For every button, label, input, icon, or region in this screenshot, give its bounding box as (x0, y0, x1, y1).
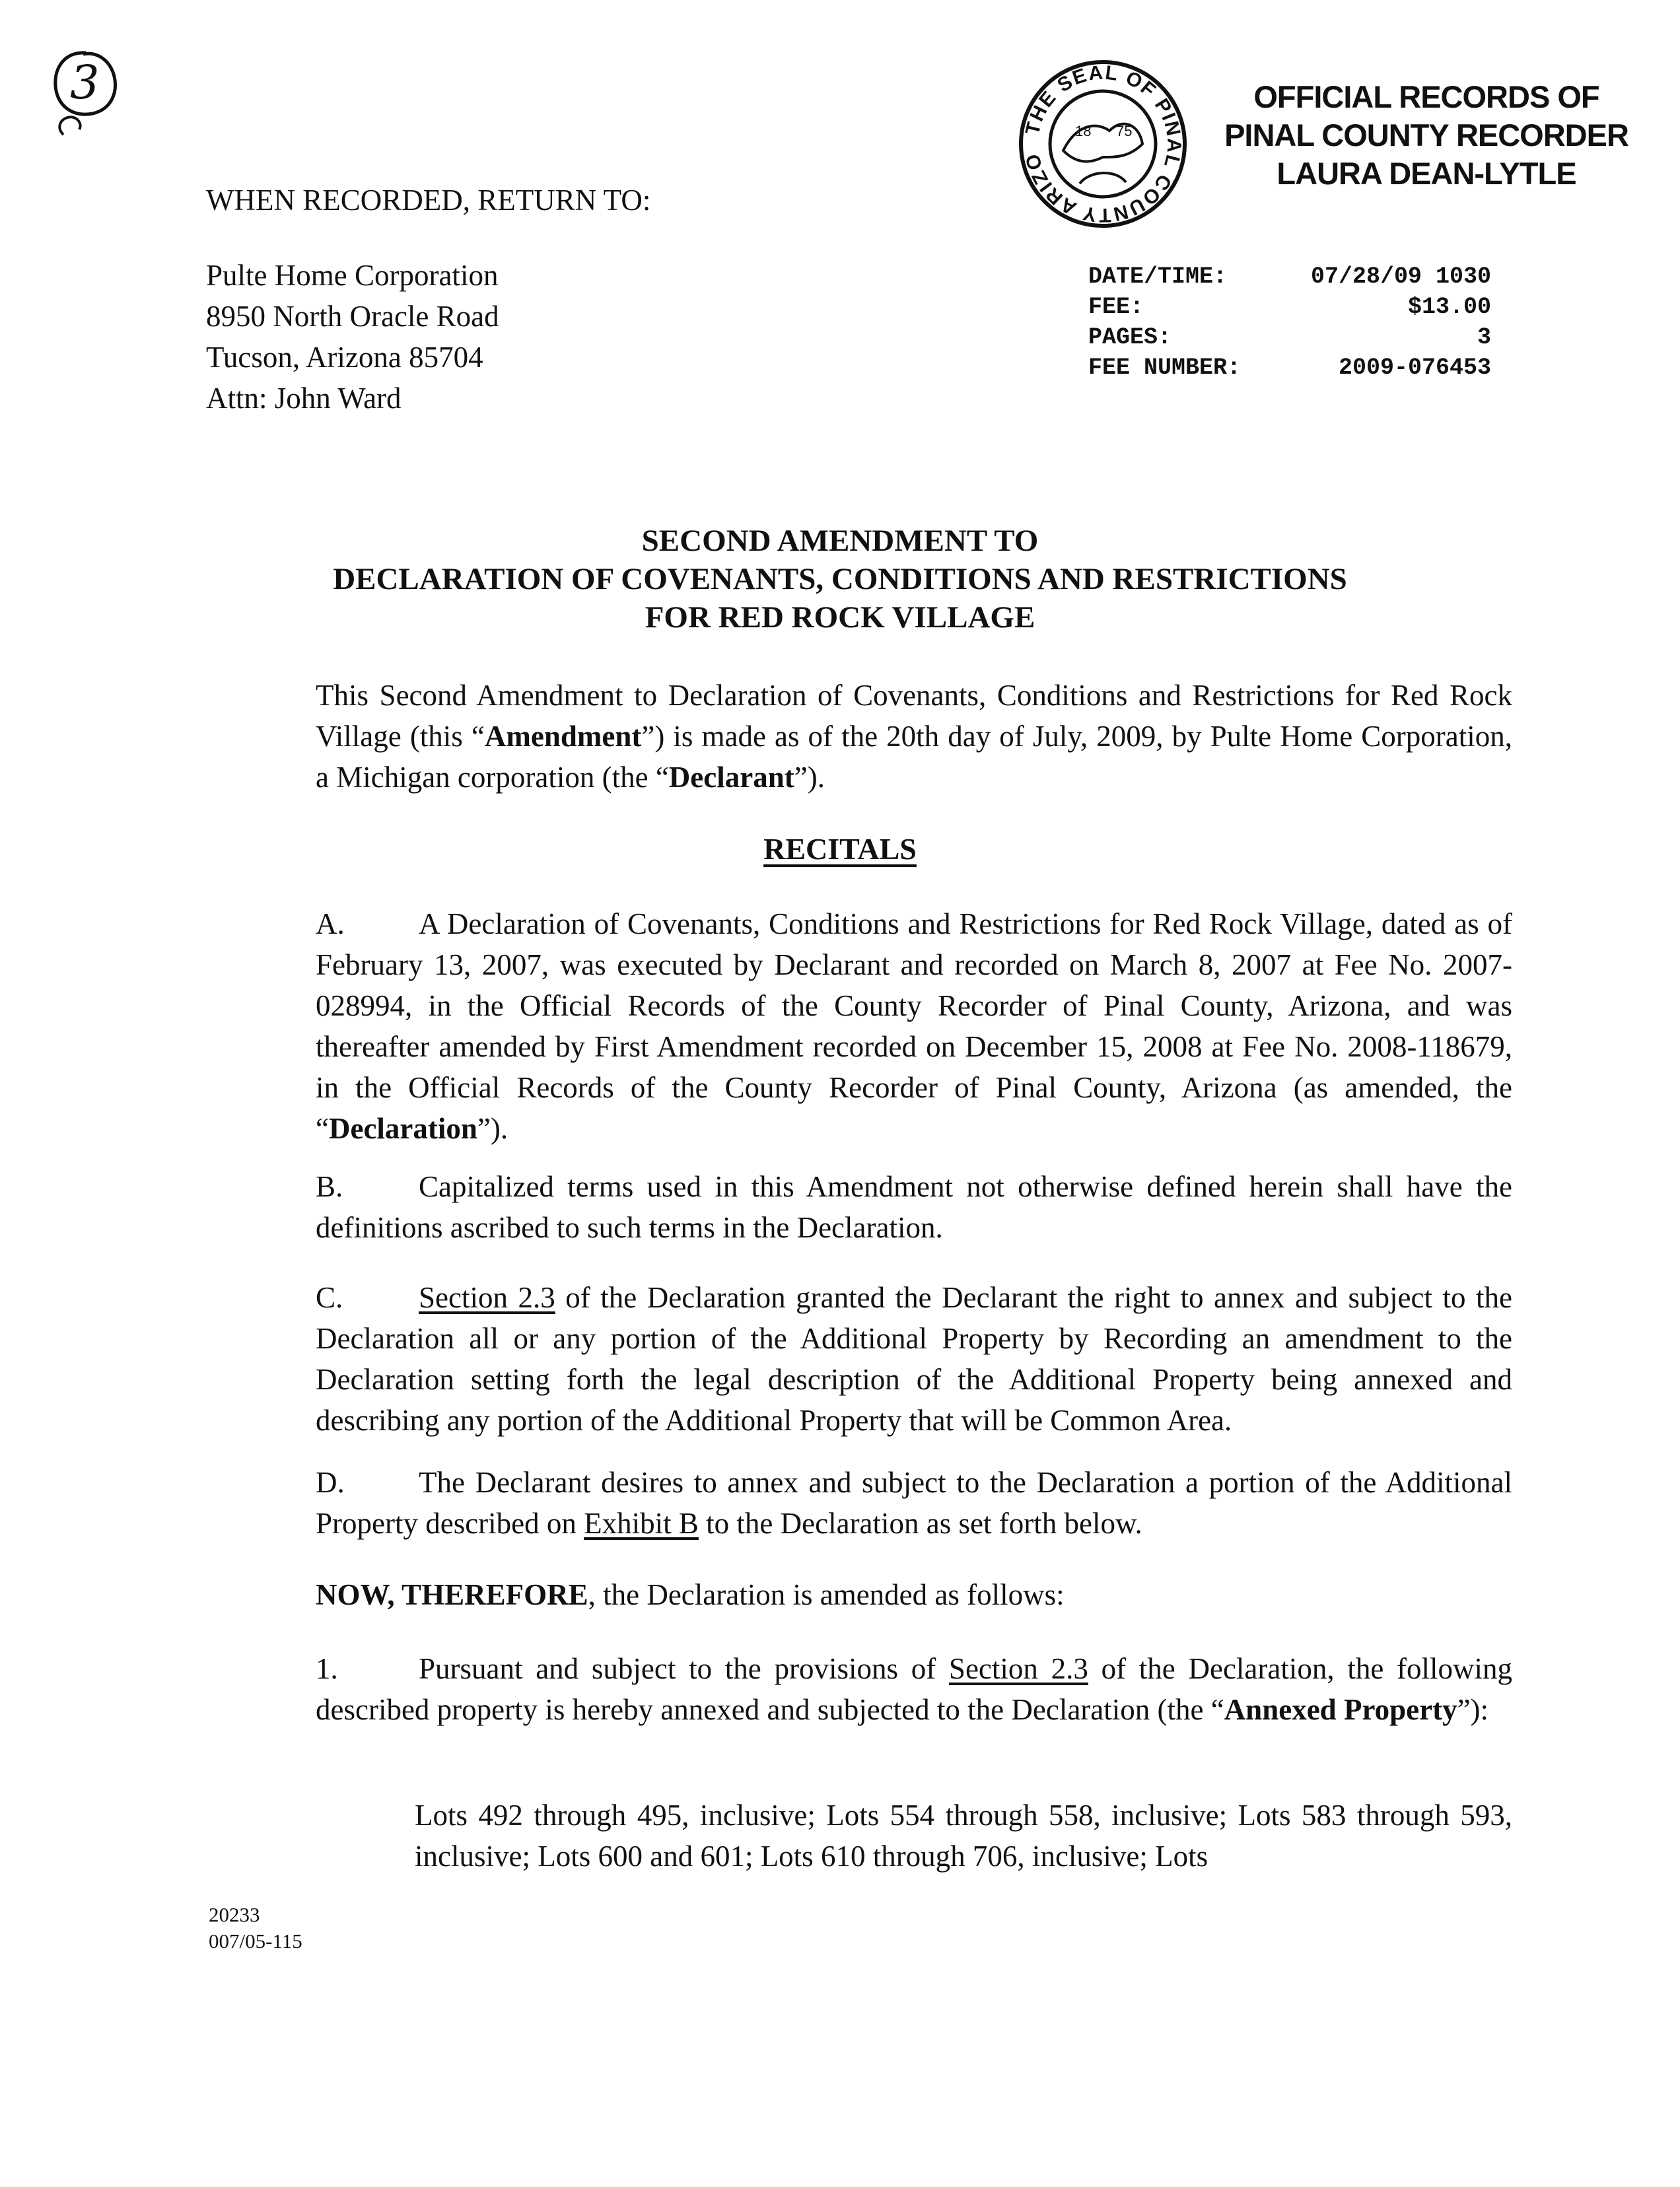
intro-text: ”). (794, 761, 825, 794)
defined-term: Declaration (328, 1112, 477, 1145)
seal-year-right: 75 (1116, 123, 1133, 139)
handwritten-number: 3 (70, 55, 100, 110)
intro-text: This Second Amendment to Declaration of Covenants, Conditions and Restrictions for Red Rock Village (this “ (316, 679, 1512, 753)
now-therefore-text: , the Declaration is amended as follows: (588, 1578, 1065, 1611)
amendment-item-1 (218, 1648, 1512, 1730)
recital-label: B. (316, 1170, 343, 1203)
fee-label: PAGES: (1088, 324, 1172, 351)
title-line: DECLARATION OF COVENANTS, CONDITIONS AND RESTRICTIONS (333, 562, 1347, 596)
recital-text: to the Declaration as set forth below. (698, 1507, 1142, 1540)
intro-text: ”) is made as of the 20th day of July, 2009, by Pulte Home Corporation, a Michigan corporation (the “ (316, 720, 1512, 794)
address-line: Pulte Home Corporation (206, 259, 499, 292)
document-title (0, 522, 1680, 637)
recorder-header (1215, 78, 1638, 193)
return-to-address (206, 255, 499, 419)
title-line: FOR RED ROCK VILLAGE (645, 600, 1035, 635)
fee-value: 2009-076453 (1338, 355, 1491, 381)
document-footer (209, 1902, 302, 1955)
fee-label: FEE NUMBER: (1088, 355, 1242, 381)
now-therefore (218, 1574, 1512, 1615)
recording-info (1088, 261, 1491, 383)
defined-term: Declarant (668, 761, 794, 794)
fee-label: FEE: (1088, 294, 1144, 320)
fee-label: DATE/TIME: (1088, 263, 1228, 290)
item-label: 1. (316, 1652, 338, 1685)
lots-description: Lots 492 through 495, inclusive; Lots 554 through 558, inclusive; Lots 583 through 593, inclusive; Lots 600 and 601; Lots 610 through 706, inclusive; Lots (415, 1799, 1512, 1873)
recital-label: C. (316, 1281, 343, 1314)
recorder-line: LAURA DEAN-LYTLE (1277, 156, 1576, 191)
intro-paragraph (218, 675, 1512, 798)
handwritten-mark (40, 40, 139, 139)
recital-text: A Declaration of Covenants, Conditions and Restrictions for Red Rock Village, dated as of February 13, 2007, was executed by Declarant and recorded on March 8, 2007 at Fee No. 2007-028994, in the Official Records of the County Recorder of Pinal County, Arizona, and was thereafter amended by First Amendment recorded on December 15, 2008 at Fee No. 2008-118679, in the Official Records of the County Recorder of Pinal County, Arizona (as amended, the “ (316, 907, 1512, 1145)
seal-year-left: 18 (1075, 123, 1092, 139)
item-text: Pursuant and subject to the provisions of (419, 1652, 949, 1685)
address-line: Attn: John Ward (206, 382, 402, 415)
section-reference: Section 2.3 (948, 1652, 1088, 1685)
recital-text: The Declarant desires to annex and subject to the Declaration a portion of the Additional Property described on (316, 1466, 1512, 1540)
recital-c (218, 1277, 1512, 1441)
recital-text: Capitalized terms used in this Amendment not otherwise defined herein shall have the definitions ascribed to such terms in the Declaration. (316, 1170, 1512, 1244)
defined-term: Amendment (484, 720, 642, 753)
now-therefore-bold: NOW, THEREFORE (316, 1578, 588, 1611)
recorder-line: OFFICIAL RECORDS OF (1253, 79, 1599, 114)
address-line: 8950 North Oracle Road (206, 300, 499, 333)
seal-graphic (1017, 58, 1189, 230)
seal-ring-text: THE SEAL OF PINAL COUNTY ARIZO (1021, 61, 1185, 226)
recorder-line: PINAL COUNTY RECORDER (1224, 118, 1628, 153)
item-text: ”): (1457, 1693, 1489, 1726)
recitals-heading: RECITALS (763, 832, 917, 866)
recital-a (218, 903, 1512, 1149)
fee-row (1088, 322, 1491, 353)
fee-value: 3 (1477, 324, 1491, 351)
fee-row (1088, 353, 1491, 383)
address-line: Tucson, Arizona 85704 (206, 341, 483, 374)
section-reference: Section 2.3 (419, 1281, 555, 1314)
recital-label: D. (316, 1466, 345, 1499)
county-seal (1017, 58, 1189, 230)
return-to-heading: WHEN RECORDED, RETURN TO: (206, 184, 651, 217)
footer-line: 20233 (209, 1903, 260, 1926)
fee-row (1088, 261, 1491, 292)
exhibit-reference: Exhibit B (584, 1507, 699, 1540)
fee-row (1088, 292, 1491, 322)
footer-line: 007/05-115 (209, 1929, 302, 1953)
fee-value: $13.00 (1407, 294, 1491, 320)
defined-term: Annexed Property (1224, 1693, 1457, 1726)
recital-label: A. (316, 907, 345, 940)
fee-value: 07/28/09 1030 (1310, 263, 1491, 290)
recital-b (218, 1166, 1512, 1248)
item-text: of the Declaration, the following described property is hereby annexed and subjected to the Declaration (the “ (316, 1652, 1513, 1726)
recital-d (218, 1462, 1512, 1544)
recital-text: of the Declaration granted the Declarant the right to annex and subject to the Declaration all or any portion of the Additional Property by Recording an amendment to the Declaration setting forth the legal description of the Additional Property being annexed and describing any portion of the Additional Property that will be Common Area. (316, 1281, 1512, 1437)
recital-text: ”). (477, 1112, 508, 1145)
title-line: SECOND AMENDMENT TO (641, 524, 1039, 558)
